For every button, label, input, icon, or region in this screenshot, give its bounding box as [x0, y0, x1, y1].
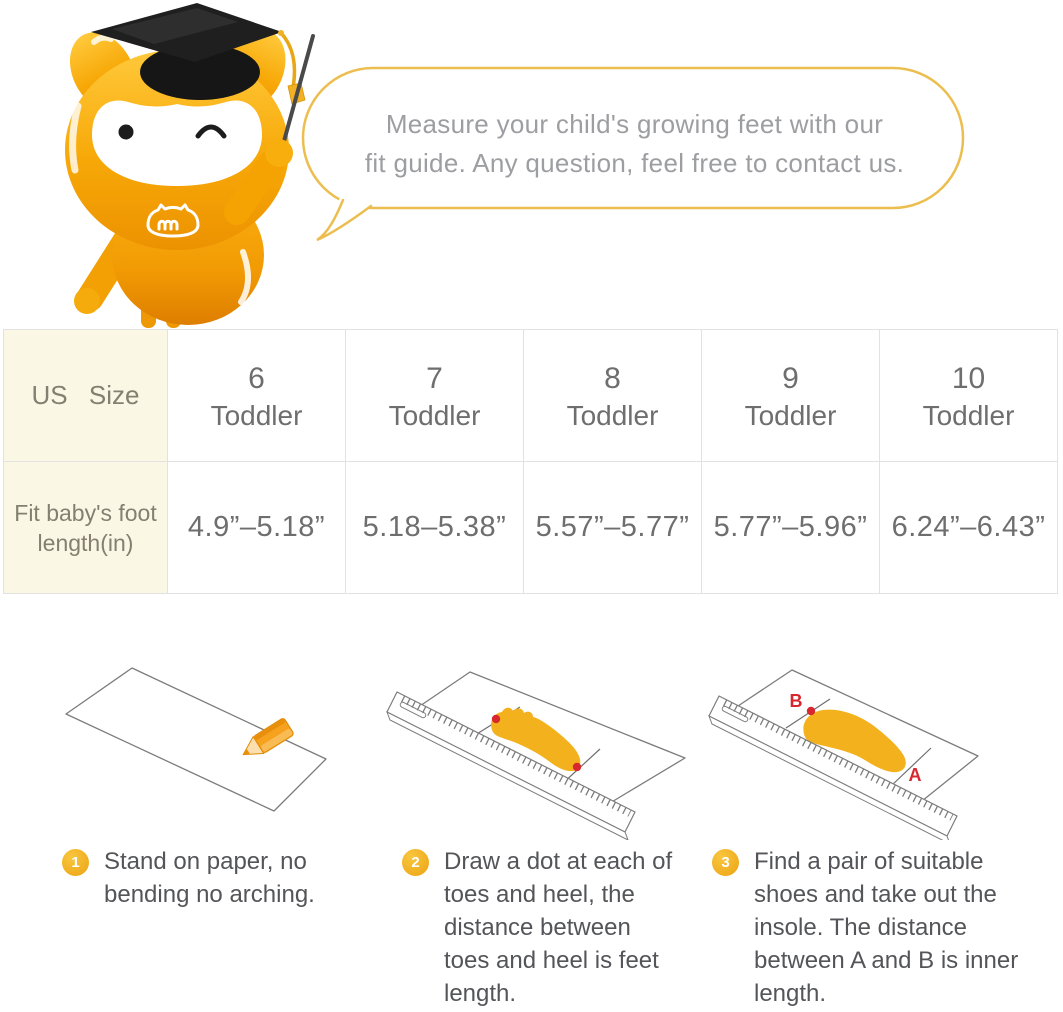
foot-length-header-cell: [4, 462, 167, 593]
bubble-line-1: Measure your child's growing feet with our: [385, 109, 884, 139]
point-b-dot: [807, 707, 815, 715]
left-eye: [119, 125, 134, 140]
size-9-header-cell: 9 Toddler: [702, 330, 879, 461]
size-7-header-cell: 7 Toddler: [346, 330, 523, 461]
range-cell-size-10: 6.24”–6.43”: [880, 462, 1057, 593]
us-size-header-cell: [4, 330, 167, 461]
size-10-header-cell: 10 Toddler: [880, 330, 1057, 461]
range-cell-size-6: 4.9”–5.18”: [168, 462, 345, 593]
step1-paper-pencil-diagram: [55, 650, 385, 840]
heel-dot: [573, 763, 581, 771]
bubble-message: [312, 105, 957, 183]
mascot-face: [92, 100, 262, 186]
size-6-header-cell: 6 Toddler: [168, 330, 345, 461]
bubble-line-2: fit guide. Any question, feel free to contact us.: [364, 148, 905, 178]
size-chart-table: [3, 329, 1058, 594]
step-2-number-badge: 2: [402, 849, 429, 876]
step-1-text: Stand on paper, no bending no arching.: [104, 848, 315, 908]
step-3: [712, 845, 1029, 1010]
step3-insole-measure-diagram: [700, 650, 1040, 840]
us-size-label: US Size: [31, 380, 140, 410]
point-a-label: A: [908, 765, 922, 785]
range-cell-size-9: 5.77”–5.96”: [702, 462, 879, 593]
toe-dot: [492, 715, 500, 723]
point-b-label: B: [789, 691, 803, 711]
step-3-number-badge: 3: [712, 849, 739, 876]
step-2: [402, 845, 682, 1010]
step-1: [62, 845, 354, 911]
size-8-header-cell: 8 Toddler: [524, 330, 701, 461]
step-2-text: Draw a dot at each of toes and heel, the distance between toes and heel is feet length.: [444, 848, 673, 1007]
range-cell-size-8: 5.57”–5.77”: [524, 462, 701, 593]
foot-length-label: Fit baby's foot length(in): [14, 499, 157, 556]
range-cell-size-7: 5.18–5.38”: [346, 462, 523, 593]
step-3-text: Find a pair of suitable shoes and take out the insole. The distance between A and B is inner length.: [754, 848, 1019, 1007]
step2-footprint-measure-diagram: [380, 650, 715, 840]
step-1-number-badge: 1: [62, 849, 89, 876]
